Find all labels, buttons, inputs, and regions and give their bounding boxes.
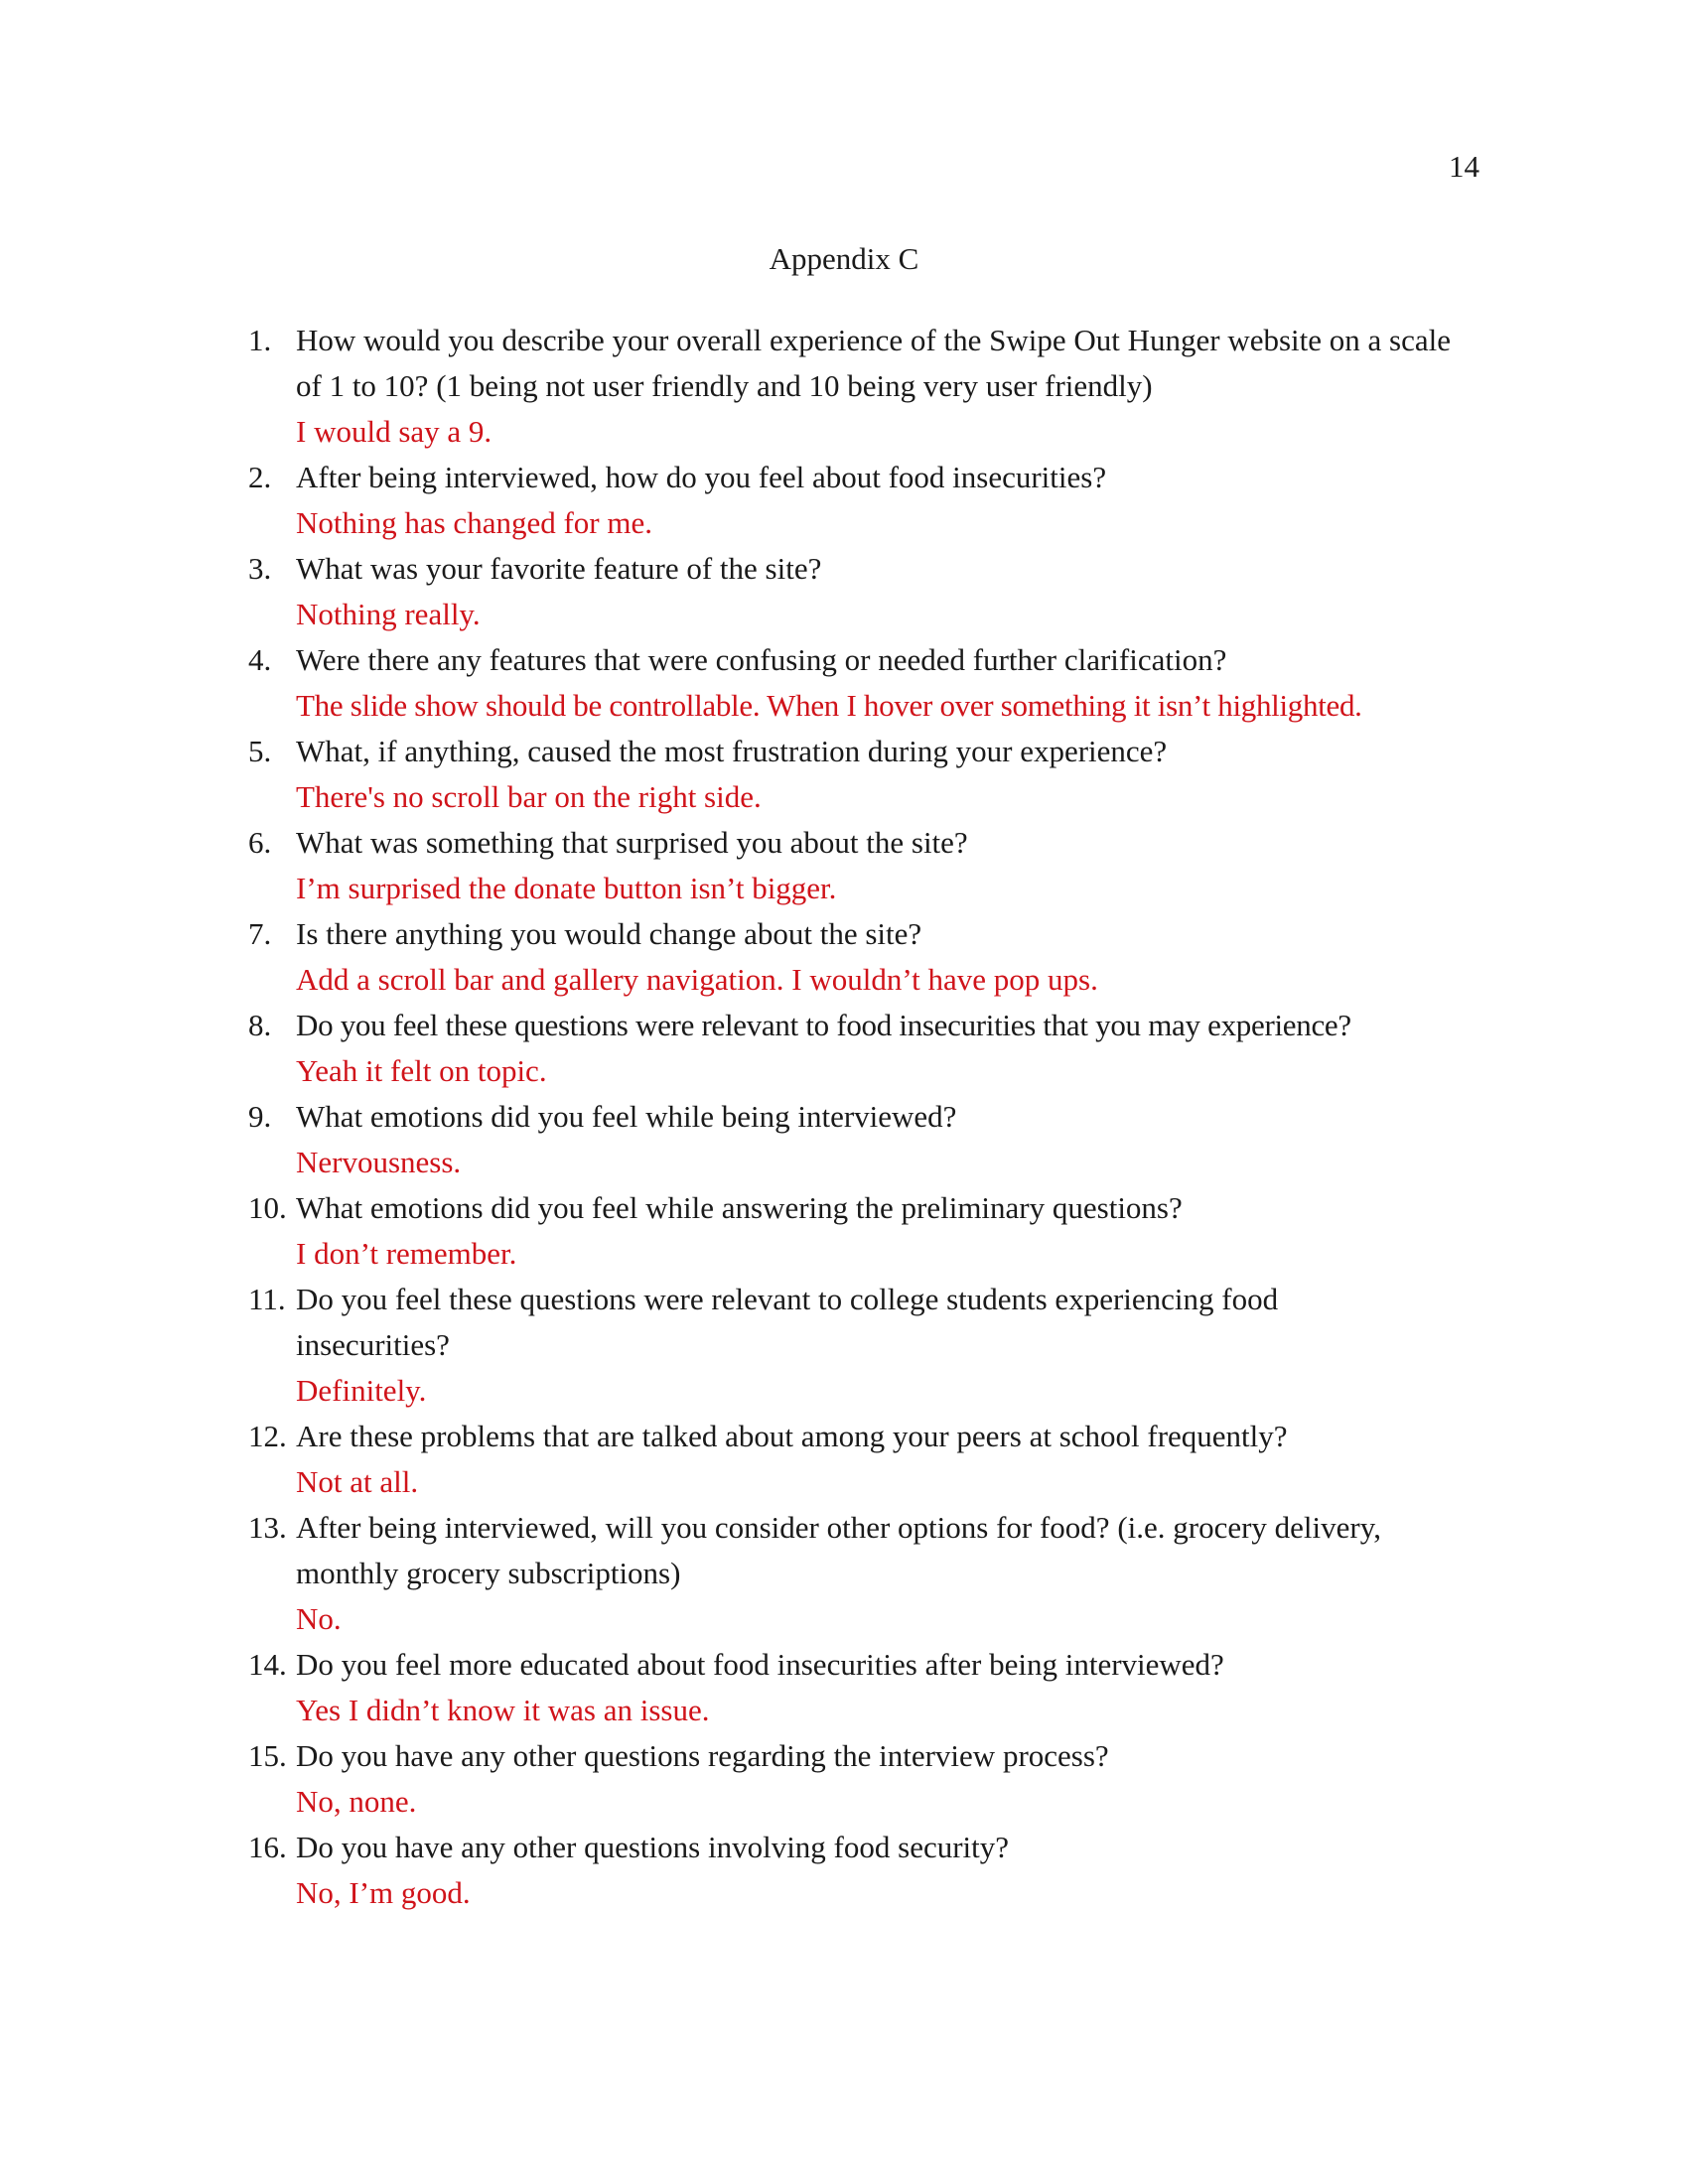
- list-item: [248, 1277, 1479, 1414]
- answer-text: Definitely.: [296, 1373, 427, 1408]
- answer-text: Nothing really.: [296, 597, 481, 631]
- list-item: [248, 1094, 1479, 1185]
- item-number: 12.: [248, 1419, 287, 1453]
- question-answer-list: [248, 318, 1479, 1916]
- answer-text: No.: [296, 1601, 342, 1636]
- answer-text: Not at all.: [296, 1464, 419, 1499]
- item-number: 5.: [248, 734, 272, 768]
- item-number: 2.: [248, 460, 272, 494]
- answer-text: Add a scroll bar and gallery navigation. I wouldn’t have pop ups.: [296, 962, 1098, 997]
- list-item: [248, 1185, 1479, 1277]
- item-number: 13.: [248, 1510, 287, 1545]
- list-item: [248, 637, 1479, 729]
- list-item: [248, 1414, 1479, 1505]
- answer-text: There's no scroll bar on the right side.: [296, 779, 762, 814]
- list-item: [248, 911, 1479, 1003]
- item-number: 11.: [248, 1282, 286, 1316]
- answer-text: Yes I didn’t know it was an issue.: [296, 1693, 710, 1727]
- question-text: Do you feel more educated about food insecurities after being interviewed?: [296, 1647, 1224, 1682]
- question-text: What emotions did you feel while being interviewed?: [296, 1099, 957, 1134]
- answer-text: Yeah it felt on topic.: [296, 1053, 547, 1088]
- item-number: 14.: [248, 1647, 287, 1682]
- question-text: Were there any features that were confusing or needed further clarification?: [296, 642, 1227, 677]
- question-text: What was your favorite feature of the site?: [296, 551, 822, 586]
- list-item: [248, 455, 1479, 546]
- list-item: [248, 820, 1479, 911]
- question-text: After being interviewed, how do you feel about food insecurities?: [296, 460, 1107, 494]
- question-text: Do you feel these questions were relevant to college students experiencing food insecurities?: [296, 1282, 1279, 1362]
- question-text: Are these problems that are talked about among your peers at school frequently?: [296, 1419, 1288, 1453]
- answer-text: No, I’m good.: [296, 1875, 471, 1910]
- item-number: 6.: [248, 825, 272, 860]
- question-text: Do you have any other questions involving food security?: [296, 1830, 1010, 1864]
- answer-text: The slide show should be controllable. When I hover over something it isn’t highlighted.: [296, 688, 1362, 723]
- answer-text: No, none.: [296, 1784, 417, 1819]
- list-item: [248, 1003, 1479, 1094]
- list-item: [248, 1733, 1479, 1825]
- item-number: 7.: [248, 916, 272, 951]
- list-item: [248, 1642, 1479, 1733]
- item-number: 1.: [248, 323, 272, 357]
- page-title: [0, 241, 1688, 277]
- item-number: 4.: [248, 642, 272, 677]
- item-number: 8.: [248, 1008, 272, 1042]
- list-item: [248, 729, 1479, 820]
- item-number: 9.: [248, 1099, 272, 1134]
- question-text: What emotions did you feel while answering the preliminary questions?: [296, 1190, 1183, 1225]
- list-item: [248, 546, 1479, 637]
- answer-text: I would say a 9.: [296, 414, 492, 449]
- question-text: Do you have any other questions regarding the interview process?: [296, 1738, 1109, 1773]
- question-text: Is there anything you would change about the site?: [296, 916, 922, 951]
- page-number: 14: [1449, 149, 1479, 184]
- item-number: 3.: [248, 551, 272, 586]
- item-number: 10.: [248, 1190, 287, 1225]
- question-text: Do you feel these questions were relevant to food insecurities that you may experience?: [296, 1008, 1351, 1042]
- answer-text: Nervousness.: [296, 1145, 462, 1179]
- item-number: 16.: [248, 1830, 287, 1864]
- answer-text: I’m surprised the donate button isn’t bigger.: [296, 871, 837, 905]
- answer-text: I don’t remember.: [296, 1236, 517, 1271]
- list-item: [248, 318, 1479, 455]
- page-title-text: Appendix C: [769, 241, 919, 276]
- list-item: [248, 1505, 1479, 1642]
- question-text: After being interviewed, will you consider other options for food? (i.e. grocery delivery, monthly grocery subscriptions): [296, 1510, 1381, 1590]
- answer-text: Nothing has changed for me.: [296, 505, 652, 540]
- list-item: [248, 1825, 1479, 1916]
- question-text: What was something that surprised you about the site?: [296, 825, 968, 860]
- question-text: How would you describe your overall experience of the Swipe Out Hunger website on a scale of 1 to 10? (1 being not user friendly and 10 being very user friendly): [296, 323, 1451, 403]
- item-number: 15.: [248, 1738, 287, 1773]
- question-text: What, if anything, caused the most frustration during your experience?: [296, 734, 1168, 768]
